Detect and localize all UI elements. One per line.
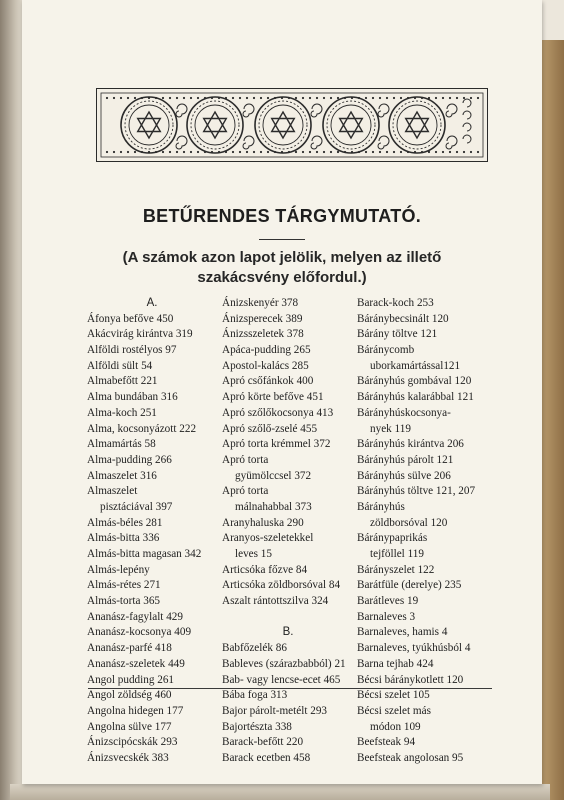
index-entry: Barátleves 19 — [357, 595, 419, 608]
index-entry: Apostol-kalács 285 — [222, 359, 309, 372]
index-entry: Bárányhús kalarábbal 121 — [357, 391, 474, 404]
index-entry: Apró torta — [222, 485, 269, 498]
index-entry: Almás-rétes 271 — [87, 579, 161, 592]
index-entry: Bécsi báránykotlett 120 — [357, 673, 464, 686]
index-entry: Alma-pudding 266 — [87, 453, 172, 466]
index-entry: Ánizsperecek 389 — [222, 312, 303, 325]
index-entry: Barack ecetben 458 — [222, 751, 311, 764]
index-entry: Ánizskenyér 378 — [222, 297, 299, 309]
index-entry: Almás-lepény — [87, 563, 150, 576]
index-entry: Angol pudding 261 — [87, 673, 175, 686]
page-stack-edge — [10, 784, 550, 800]
index-entry: módon 109 — [370, 720, 421, 733]
index-entry: Áfonya befőve 450 — [87, 312, 174, 325]
index-entry: Apró szőlőkocsonya 413 — [222, 406, 334, 419]
index-entry: Almamártás 58 — [87, 438, 156, 451]
star-medallion — [187, 97, 243, 153]
index-entry: Ánizsszeletek 378 — [222, 328, 304, 341]
index-entry: Alma, kocsonyázott 222 — [87, 422, 197, 435]
index-entry: Bárányhúskocsonya- — [357, 406, 451, 419]
index-entry: Akácvirág kirántva 319 — [87, 328, 193, 341]
index-entry: Barna tejhab 424 — [357, 657, 434, 670]
index-entry: Almás-bitta magasan 342 — [87, 548, 202, 560]
index-entry: Báránycomb — [357, 344, 415, 357]
index-entry: tejföllel 119 — [370, 548, 424, 560]
page-title: BETŰRENDES TÁRGYMUTATÓ. — [142, 206, 422, 226]
index-entry: nyek 119 — [370, 422, 411, 435]
index-entry: Apró torta — [222, 453, 269, 466]
index-entry: Apró szőlő-zselé 455 — [222, 422, 318, 435]
bottom-divider — [88, 688, 492, 689]
index-entry: Apáca-pudding 265 — [222, 344, 311, 357]
index-entry: Ananász-szeletek 449 — [87, 657, 185, 670]
subtitle — [100, 248, 464, 288]
index-column-2 — [222, 296, 354, 767]
index-entry: Bába foga 313 — [222, 689, 288, 702]
index-entry: Ananász-parfé 418 — [87, 642, 172, 655]
index-entry: Aszalt rántottszilva 324 — [222, 595, 329, 608]
index-entry: uborkamártással121 — [370, 359, 461, 372]
star-medallion-ornament — [97, 89, 487, 161]
index-column-3 — [357, 296, 492, 767]
index-entry: Bárányhús párolt 121 — [357, 453, 454, 466]
index-entry: Angolna hidegen 177 — [87, 704, 184, 717]
book-cover-edge — [542, 40, 564, 800]
index-entry: Barack-befőtt 220 — [222, 736, 304, 749]
index-entry: Almaszelet — [87, 485, 138, 498]
star-medallion — [389, 97, 445, 153]
index-entry: Barnaleves, tyúkhúsból 4 — [357, 642, 471, 655]
index-entry: Báránypaprikás — [357, 532, 428, 545]
index-entry: Angol zöldség 460 — [87, 689, 172, 702]
section-letter: B. — [282, 626, 294, 639]
index-entry: Ánizscipócskák 293 — [87, 736, 178, 749]
index-entry: Aranyhaluska 290 — [222, 516, 304, 529]
title-divider — [259, 239, 305, 240]
index-entry: Bab- vagy lencse-ecet 465 — [222, 673, 341, 686]
index-entry: Bárányhús gombával 120 — [357, 375, 472, 388]
index-entry: Alföldi sült 54 — [87, 359, 153, 372]
index-entry: Beefsteak angolosan 95 — [357, 751, 464, 764]
subtitle-line-1: (A számok azon lapot jelölik, melyen az illető — [122, 249, 442, 266]
index-entry: Ananász-kocsonya 409 — [87, 626, 192, 639]
spacer — [222, 610, 354, 626]
index-entry: Alma-koch 251 — [87, 406, 157, 419]
index-entry: Bárányhús — [357, 500, 405, 513]
index-column-1 — [87, 296, 217, 767]
star-medallion — [255, 97, 311, 153]
section-letter: A. — [146, 297, 158, 309]
index-entry: Articsóka főzve 84 — [222, 563, 308, 576]
index-entry: Bécsi szelet más — [357, 704, 431, 717]
index-entry: Bableves (szárazbabból) 21 — [222, 657, 346, 670]
index-entry: Almás-bitta 336 — [87, 532, 160, 545]
index-entry: leves 15 — [235, 548, 272, 560]
index-entry: Bárányhús töltve 121, 207 — [357, 485, 476, 498]
index-entry: zöldborsóval 120 — [370, 516, 448, 529]
subtitle-line-2: szakácsvény előfordul.) — [197, 269, 367, 286]
star-medallion — [121, 97, 177, 153]
index-entry: Apró körte befőve 451 — [222, 391, 324, 404]
index-entry: Babfőzelék 86 — [222, 642, 287, 655]
index-entry: Barnaleves, hamis 4 — [357, 626, 448, 639]
index-entry: Bárány töltve 121 — [357, 328, 438, 341]
index-entry: Almabefőtt 221 — [87, 375, 158, 388]
index-entry: Bécsi szelet 105 — [357, 689, 430, 702]
index-entry: Bajor párolt-metélt 293 — [222, 704, 328, 717]
index-entry: Apró torta krémmel 372 — [222, 438, 331, 451]
index-entry: Bárányhús sülve 206 — [357, 469, 451, 482]
index-entry: Bárányhús kirántva 206 — [357, 438, 464, 451]
index-entry: Almás-torta 365 — [87, 595, 161, 608]
index-entry: Almás-béles 281 — [87, 516, 163, 529]
index-entry: Almaszelet 316 — [87, 469, 157, 482]
index-entry: Articsóka zöldborsóval 84 — [222, 579, 341, 592]
index-entry: Alföldi rostélyos 97 — [87, 344, 177, 357]
index-entry: gyümölccsel 372 — [235, 469, 312, 482]
index-entry: Bárányszelet 122 — [357, 563, 435, 576]
index-entry: Barack-koch 253 — [357, 297, 434, 309]
index-entry: Apró csőfánkok 400 — [222, 375, 314, 388]
index-entry: málnahabbal 373 — [235, 500, 312, 513]
index-entry: Báránybecsinált 120 — [357, 312, 449, 325]
index-entry: Ananász-fagylalt 429 — [87, 610, 183, 623]
ornamental-border — [96, 88, 488, 162]
index-entry: Ánizsvecskék 383 — [87, 751, 169, 764]
index-entry: Beefsteak 94 — [357, 736, 416, 749]
index-entry: Bajortészta 338 — [222, 720, 292, 733]
index-entry: Barnaleves 3 — [357, 610, 416, 623]
index-entry: Aranyos-szeletekkel — [222, 532, 314, 545]
index-entry: Alma bundában 316 — [87, 391, 178, 404]
star-medallion — [323, 97, 379, 153]
index-entry: Angolna sülve 177 — [87, 720, 172, 733]
index-entry: Barátfüle (derelye) 235 — [357, 579, 462, 592]
index-entry: pisztáciával 397 — [100, 500, 173, 513]
